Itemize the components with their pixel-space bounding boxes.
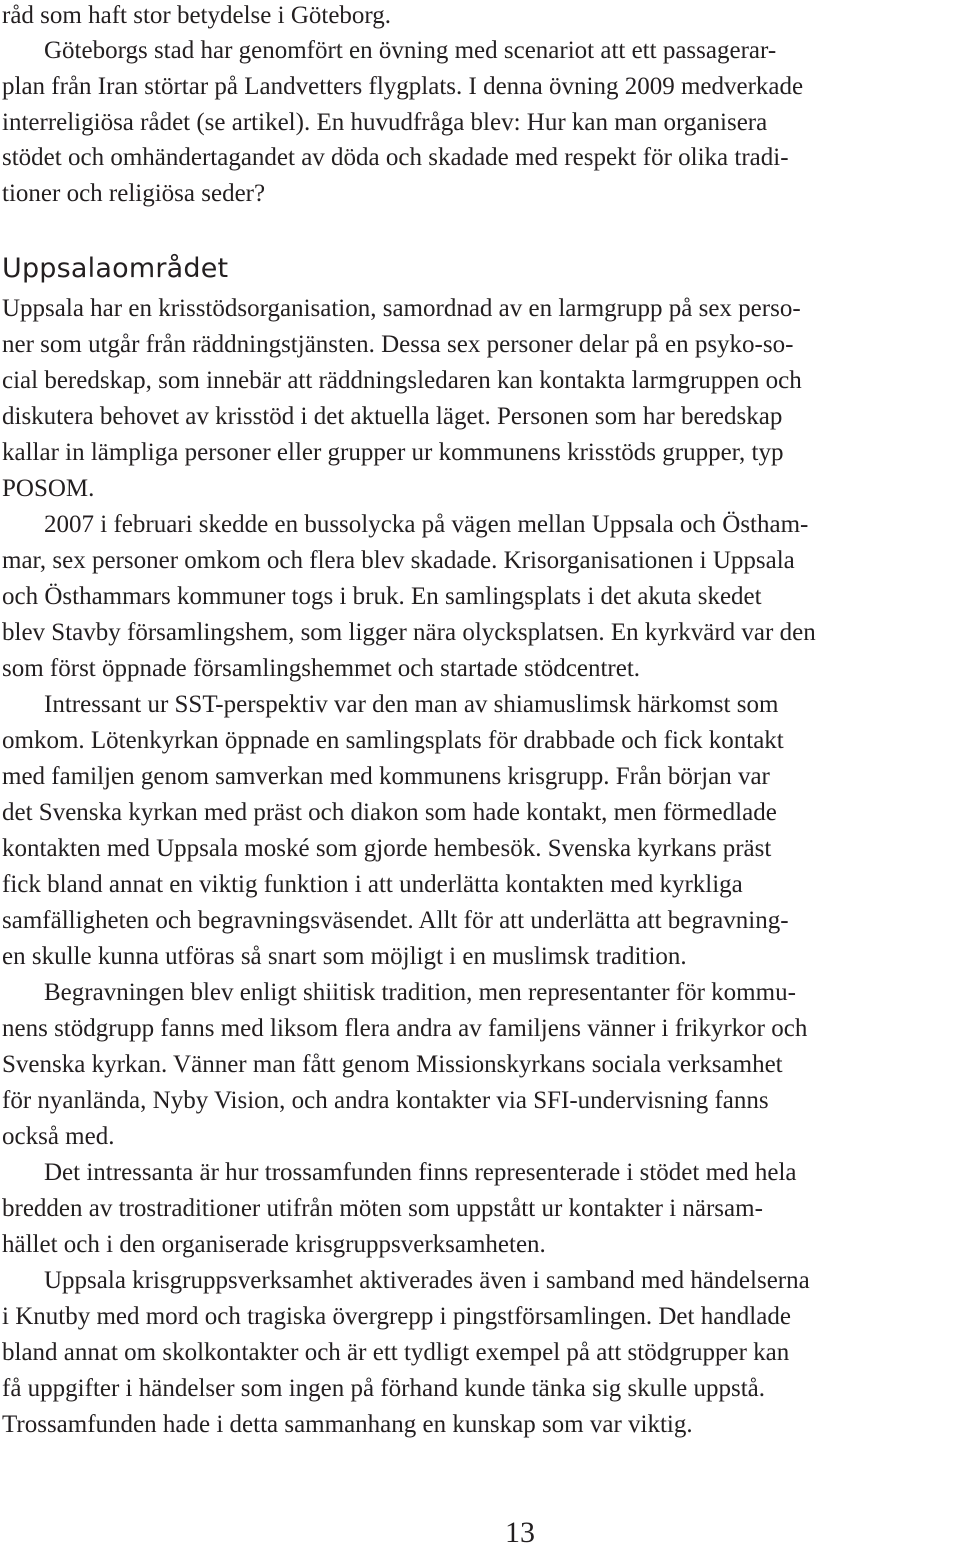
page-number: 13 [505, 1516, 535, 1549]
text-line: fick bland annat en viktig funktion i att underlätta kontakten med kyrkliga [2, 871, 743, 898]
text-line: Trossamfunden hade i detta sammanhang en kunskap som var viktig. [2, 1411, 693, 1438]
text-line: cial beredskap, som innebär att räddningsledaren kan kontakta larmgruppen och [2, 367, 802, 394]
text-line: nens stödgrupp fanns med liksom flera andra av familjens vänner i frikyrkor och [2, 1015, 808, 1042]
text-line: hället och i den organiserade krisgruppsverksamheten. [2, 1231, 546, 1258]
text-line: för nyanlända, Nyby Vision, och andra kontakter via SFI-undervisning fanns [2, 1087, 769, 1114]
text-line: Uppsala har en krisstödsorganisation, samordnad av en larmgrupp på sex perso- [2, 295, 801, 322]
text-line: Uppsala krisgruppsverksamhet aktiverades även i samband med händelserna [44, 1267, 810, 1294]
text-line: POSOM. [2, 475, 95, 502]
text-line: en skulle kunna utföras så snart som möjligt i en muslimsk tradition. [2, 943, 687, 970]
text-line: samfälligheten och begravningsväsendet. Allt för att underlätta att begravning- [2, 907, 789, 934]
text-line: blev Stavby församlingshem, som ligger nära olycksplatsen. En kyrkvärd var den [2, 619, 816, 646]
text-line: diskutera behovet av krisstöd i det aktuella läget. Personen som har beredskap [2, 403, 783, 430]
text-line: interreligiösa rådet (se artikel). En huvudfråga blev: Hur kan man organisera [2, 109, 768, 136]
text-line: bland annat om skolkontakter och är ett tydligt exempel på att stödgrupper kan [2, 1339, 790, 1366]
text-line: som först öppnade församlingshemmet och startade stödcentret. [2, 655, 641, 682]
text-line: i Knutby med mord och tragiska övergrepp i pingstförsamlingen. Det handlade [2, 1303, 791, 1330]
text-line: med familjen genom samverkan med kommunens krisgrupp. Från början var [2, 763, 770, 790]
text-line: tioner och religiösa seder? [2, 180, 266, 207]
text-line: Göteborgs stad har genomfört en övning med scenariot att ett passagerar- [44, 37, 777, 64]
text-line: mar, sex personer omkom och flera blev skadade. Krisorganisationen i Uppsala [2, 547, 795, 574]
text-line: få uppgifter i händelser som ingen på förhand kunde tänka sig skulle uppstå. [2, 1375, 766, 1402]
section-heading: Uppsalaområdet [2, 253, 229, 284]
text-line: plan från Iran störtar på Landvetters flygplats. I denna övning 2009 medverkade [2, 73, 804, 100]
text-line: kontakten med Uppsala moské som gjorde hembesök. Svenska kyrkans präst [2, 835, 772, 862]
text-line: råd som haft stor betydelse i Göteborg. [2, 2, 392, 29]
text-line: kallar in lämpliga personer eller grupper ur kommunens krisstöds grupper, typ [2, 439, 784, 466]
text-line: det Svenska kyrkan med präst och diakon som hade kontakt, men förmedlade [2, 799, 777, 826]
text-line: också med. [2, 1123, 115, 1150]
text-line: Begravningen blev enligt shiitisk tradition, men representanter för kommu- [44, 979, 796, 1006]
text-line: Svenska kyrkan. Vänner man fått genom Missionskyrkans sociala verksamhet [2, 1051, 783, 1078]
text-line: 2007 i februari skedde en bussolycka på vägen mellan Uppsala och Östham- [44, 511, 809, 538]
text-line: Intressant ur SST-perspektiv var den man av shiamuslimsk härkomst som [44, 691, 779, 718]
text-line: omkom. Lötenkyrkan öppnade en samlingsplats för drabbade och fick kontakt [2, 727, 784, 754]
text-line: Det intressanta är hur trossamfunden finns representerade i stödet med hela [44, 1159, 797, 1186]
text-line: stödet och omhändertagandet av döda och skadade med respekt för olika tradi- [2, 144, 789, 171]
text-line: bredden av trostraditioner utifrån möten som uppstått ur kontakter i närsam- [2, 1195, 763, 1222]
text-line: och Östhammars kommuner togs i bruk. En samlingsplats i det akuta skedet [2, 583, 762, 610]
text-line: ner som utgår från räddningstjänsten. Dessa sex personer delar på en psyko-so- [2, 331, 794, 358]
